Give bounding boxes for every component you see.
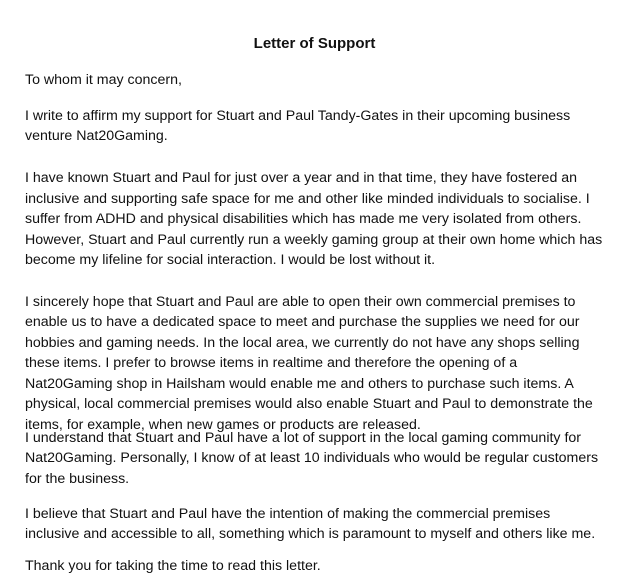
paragraph-line: become my lifeline for social interaction. I would be lost without it. — [25, 252, 436, 268]
paragraph-line: enable us to have a dedicated space to meet and purchase the supplies we need for our — [25, 314, 580, 330]
paragraph-line: Thank you for taking the time to read this letter. — [25, 558, 321, 574]
paragraph-line: I write to affirm my support for Stuart and Paul Tandy-Gates in their upcoming business — [25, 108, 571, 124]
paragraph-line: inclusive and accessible to all, something which is paramount to myself and others like me. — [25, 526, 596, 542]
paragraph-line: Nat20Gaming. Personally, I know of at least 10 individuals who would be regular customers — [25, 450, 599, 466]
paragraph-line: I have known Stuart and Paul for just over a year and in that time, they have fostered an — [25, 170, 578, 186]
paragraph-line: these items. I prefer to browse items in realtime and therefore the opening of a — [25, 355, 518, 371]
paragraph-line: I believe that Stuart and Paul have the intention of making the commercial premises — [25, 506, 551, 522]
salutation: To whom it may concern, — [25, 72, 182, 88]
paragraph-line: items, for example, when new games or products are released. — [25, 417, 421, 433]
paragraph-line: However, Stuart and Paul currently run a weekly gaming group at their own home which has — [25, 232, 603, 248]
paragraph-line: inclusive and supporting safe space for me and other like minded individuals to socialise. I — [25, 191, 590, 207]
paragraph-line: physical, local commercial premises would also enable Stuart and Paul to demonstrate the — [25, 396, 593, 412]
paragraph-line: I sincerely hope that Stuart and Paul are able to open their own commercial premises to — [25, 294, 576, 310]
paragraph-line: Nat20Gaming shop in Hailsham would enable me and others to purchase such items. A — [25, 376, 574, 392]
letter-title: Letter of Support — [253, 35, 376, 52]
paragraph-line: hobbies and gaming needs. In the local area, we currently do not have any shops selling — [25, 335, 580, 351]
paragraph-line: venture Nat20Gaming. — [25, 128, 168, 144]
paragraph-line: for the business. — [25, 471, 130, 487]
paragraph-line: suffer from ADHD and physical disabilities which has made me very isolated from others. — [25, 211, 582, 227]
paragraph-line: I understand that Stuart and Paul have a lot of support in the local gaming community for — [25, 430, 582, 446]
